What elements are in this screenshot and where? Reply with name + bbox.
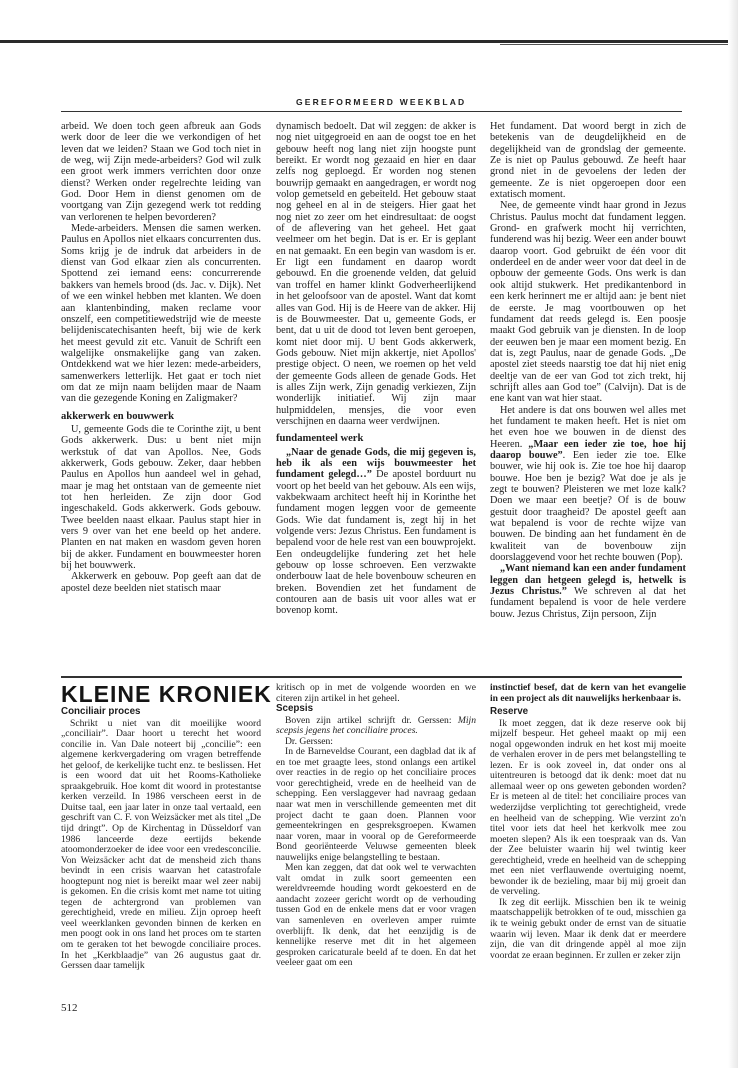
paragraph: Dr. Gerssen: <box>285 735 333 747</box>
paragraph-text: We schreven al dat het fundament bepalend is voor de hele verdere bouw. Jezus Christus, Zijn persoon, Zijn <box>490 586 686 620</box>
paragraph: dynamisch bedoelt. Dat wil zeggen: de akker is nog niet uitgegroeid en aan de oogst toe en het gebouw heeft nog lang niet zijn hoogste punt bereikt. Er wordt nog gezaaid en hier en daar zelfs nog geploegd. Er worden nog stenen bouwrijp gemaakt en aangedragen, er wordt nog volop gemetseld en gebeiteld. Het gebouw staat nog geheel en al in de steigers. Hier gaat het nog niet zo zeer om het eindresultaat: de oogst of de aflevering van het geheel. Het gaat veelmeer om het begin. Dat is er. Er is geplant en nat gemaakt. En een begin van wasdom is er. Er ligt een fundament en daarop wordt gebouwd. En die groenende velden, dat geluid van troffel en hamer klinkt Godverheerlijkend in het geloofsoor van de apostel. Want dat komt alles van God. Hij is de Heere van de akker. Hij is de Bouwmeester. Dat u, gemeente Gods, er bent, dat u uit de dood tot leven bent geroepen, komt niet door mij. U bent Gods akkerwerk, Gods gebouw. Niet mijn akkertje, niet Apollos' prestige object. O neen, we roemen op het veld der gemeente Gods alleen de genade Gods. Het is alles Zijn werk, Zijn genadig verkiezen, Zijn wonderlijk initiatief. Wij zijn maar hulpmiddelen, mensjes, die voor even verschijnen en daarna weer verdwijnen. <box>276 121 476 427</box>
paragraph <box>490 563 686 620</box>
article-column-3 <box>490 121 686 620</box>
section-heading: Reserve <box>490 706 529 718</box>
paragraph <box>490 405 686 564</box>
paragraph: Het fundament. Dat woord bergt in zich de betekenis van de deugdelijkheid en de degelijkheid van de grondslag der gemeente. Ze is niet op Paulus gebouwd. Ze heeft haar grond niet in de gevoelens der leden der gemeente. Ze is niet opgeroepen door een extatisch moment. <box>490 121 686 201</box>
paragraph <box>276 716 476 737</box>
section-heading: fundamenteel werk <box>276 433 364 445</box>
italic-title: Mijn scepsis jegens het conciliaire proces. <box>276 714 476 737</box>
paragraph: In de Barneveldse Courant, een dagblad dat ik af en toe met graagte lees, stond onlangs een artikel over reacties in de regio op het conciliaire proces voor gerechtigheid, vrede en de heelheid van de schepping. Een verslaggever had navraag gedaan naar wat men in verschillende gemeenten met dit project dacht te gaan doen. Plannen voor gemeentekringen en gespreksgroepen. Kwamen naar voren, maar in vooral op de Gereformeerde Bond georiënteerde Veluwse gemeenten bleek nauwelijks enige belangstelling te bestaan. <box>276 746 476 863</box>
kroniek-column-1 <box>61 707 261 972</box>
section-heading: Scepsis <box>276 703 314 715</box>
kroniek-top-rule <box>61 676 682 678</box>
paragraph: kritisch op in met de volgende woorden en we citeren zijn artikel in het geheel. <box>276 682 476 704</box>
paragraph: Akkerwerk en gebouw. Pop geeft aan dat de apostel deze beelden niet statisch maar <box>61 571 261 594</box>
paragraph-text: Boven zijn artikel schrijft dr. Gerssen: <box>285 714 458 726</box>
page-top-border-secondary <box>500 44 738 45</box>
kroniek-column-3 <box>490 683 686 961</box>
page-number: 512 <box>61 1002 78 1014</box>
paragraph: U, gemeente Gods die te Corinthe zijt, u bent Gods akkerwerk. Dus: u bent niet mijn werkstuk of dat van Apollos. Nee, Gods akkerwerk, Gods gebouw. Zeker, daar hebben Paulus en Apollos hun aandeel wel in gehad, maar je mag het ontstaan van de gemeente niet tot hen herleiden. Ze zijn door God ingeschakeld. Gods akkerwerk. Gods gebouw. Twee beelden naast elkaar. Paulus stapt hier in vers 9 over van het ene beeld op het andere. Planten en nat maken en wasdom geven horen bij de akker. Fundament en bouwmeester horen bij het bouwwerk. <box>61 423 261 572</box>
paragraph: instinctief besef, dat de kern van het evangelie in een project als dit nauwelijks herkenbaar is. <box>490 682 686 704</box>
section-heading: Conciliair proces <box>61 706 141 717</box>
article-column-1 <box>61 121 261 594</box>
paragraph: Ik zeg dit eerlijk. Misschien ben ik te weinig maatschappelijk betrokken of te oud, misschien ga ik te weinig gebukt onder de ernst van de situatie waarin wij leven. Maar ik denk dat er meerdere zijn, die van dit dringende appèl al moe zijn voordat ze eraan beginnen. Er zullen er zeker zijn <box>490 896 686 961</box>
masthead: GEREFORMEERD WEEKBLAD <box>296 97 467 107</box>
paragraph <box>276 447 476 617</box>
paragraph: Schrikt u niet van dit moeilijke woord „conciliair”. Daar hoort u terecht het woord concilie in. Van Dale noteert bij „concilie”: een algemene kerkvergadering om vragen betreffende het geloof, de kerkelijke tucht enz. te beslissen. Het is een woord dat uit het Rooms-Katholieke spraakgebruik. Hoe komt dit woord in protestantse kerken verzeild. In 1986 verscheen eerst in de Duitse taal, een jaar later in onze taal vertaald, een geschrift van C. F. von Weizsäcker met als titel „De tijd dringt”. Op de Kirchentag in Düsseldorf van 1986 lanceerde deze eertijds bekende atoomonderzoeker de idee voor een vredesconcilie. Von Weizsäcker acht dat de mensheid zich thans bevindt in een crisis waarvan het catastrofale hoogtepunt nog niet is bereikt maar wel zeer nabij is gekomen. En die crisis komt met name tot uiting tegen de achtergrond van problemen van gerechtigheid, vrede en milieu. Zijn oproep heeft veel weerklanken gevonden binnen de kerken en men poogt ook in ons land het proces om te starten om te geraken tot het bewogde conciliaire proces. In het „Kerkblaadje” van 26 augustus gaat dr. Gerssen daar tamelijk <box>61 717 261 972</box>
paragraph-text: Het andere is dat ons bouwen wel alles met het fundament te maken heeft. Het is niet om het even hoe we bouwen in de dienst des Heeren. <box>490 404 686 450</box>
paragraph: arbeid. We doen toch geen afbreuk aan Gods werk door de leer die we verkondigen of het leven dat we leiden? Staan we God toch niet in de weg, wij Zijn mede-arbeiders? God wil zulk een groot werk immers verrichten door onze dienst? Werken onder regelrechte leiding van God. Door Hem in dienst genomen om de voortgang van Zijn gezegend werk tot redding van verlorenen te helpen bevorderen? <box>61 121 261 223</box>
page-top-border <box>0 40 738 43</box>
bold-quote: „Maar een ieder zie toe, hoe hij daarop bouwe” <box>490 438 686 461</box>
bold-quote: „Want niemand kan een ander fundament leggen dan hetgeen gelegd is, hetwelk is Jezus Christus.” <box>490 563 686 598</box>
kroniek-title: KLEINE KRONIEK <box>61 681 272 707</box>
paragraph: Mede-arbeiders. Mensen die samen werken. Paulus en Apollos niet elkaars concurrenten dus. Soms krijg je de indruk dat arbeiders in de dienst van God elkaar zien als concurrenten. Spottend zei iemand eens: concurrerende bakkers van hemels brood (ds. Jac. v. Dijk). Net of we een winkel hebben met klanten. We doen aan klantenbinding, maken reclame voor onszelf, een competitiewedstrijd wie de meeste belijdeniscatechisanten heeft, bij wie de kerk het meest gevuld zit etc. Vanuit de Schrift een walgelijke onsmakelijke gang van zaken. Ontdekkend wat we hier lezen: mede-arbeiders, samenwerkers letterlijk. Het gaat er toch niet om dat ze mijn naam belijden maar de Naam van die gezegende Koning en Zaligmaker? <box>61 223 261 405</box>
paragraph-text: . Een ieder zie toe. Elke bouwer, wie hij ook is. Zie toe hoe hij daarop bouwe. Hoe ben je bezig? Wat doe je als je zegt te bouwen? Pleisteren we met loze kalk? Doen we maar een beetje? Of is de bouw gestuit door traagheid? De apostel geeft aan wat bepalend is voor de rechte wijze van bouwen. De binding aan het fundament èn de kwaliteit van de bovenbouw zijn doorslaggevend voor het rechte bouwen (Pop). <box>490 449 686 564</box>
article-column-2 <box>276 121 476 617</box>
section-heading: akkerwerk en bouwwerk <box>61 410 174 422</box>
scan-edge-shadow <box>728 0 738 1068</box>
kroniek-column-2 <box>276 683 476 969</box>
bold-quote: „Naar de genade Gods, die mij gegeven is, heb ik als een wijs bouwmeester het fundament gelegd…” <box>276 446 476 481</box>
paragraph: Ik moet zeggen, dat ik deze reserve ook bij mijzelf bespeur. Het geheel maakt op mij een nogal opgewonden indruk en het kost mij moeite de verhalen erover in de pers met belangstelling te lezen. Er is ook zoveel in, dat onder ons al uitentreuren is betoogd dat ik denk: moet dat nu allemaal weer op ons geweten gebonden worden? Er is meteen al de titel: het conciliaire proces van wederzijdse verplichting tot gerechtigheid, vrede en heelheid van de schepping. Wie verzint zo'n titel voor iets dat heel het kerkvolk mee zou moeten slepen? Als ik een toespraak van ds. Van der Zee beluister waarin hij wel twintig keer gerechtigheid, vrede en heelheid van de schepping met een niet verflauwende overtuiging noemt, bewonder ik de bezieling, maar bij mij groeit dan de verveling. <box>490 717 686 898</box>
paragraph: Men kan zeggen, dat dat ook wel te verwachten valt omdat in zulk soort gemeenten een wereldvreemde houding wordt gekoesterd en de aandacht zozeer gericht wordt op de verhouding tussen God en de enkele mens dat er voor vragen van samenleven en overleven amper ruimte overblijft. Ik denk, dat het eenzijdig is de kennelijke reserve met dit in het algemeen gesproken caricaturale beeld af te doen. En dat het veeleer gaat om een <box>276 862 476 969</box>
masthead-rule <box>61 111 682 112</box>
paragraph-text: De apostel borduurt nu voort op het beeld van het gebouw. Als een wijs, vakbekwaam architect heeft hij in Korinthe het fundament mogen leggen voor de gemeente Gods. Wie dat fundament is, zegt hij in het volgende vers: Jezus Christus. Een fundament is bepalend voor de hele rest van een bouwprojekt. Een ondeugdelijke fundering zet het hele gebouw op losse schroeven. Een verzwakte onderbouw laat de hele bovenbouw scheuren en breken. Bovendien zet het fundament de contouren aan de basis uit voor alles wat er bovenop komt. <box>276 469 476 617</box>
paragraph: Nee, de gemeente vindt haar grond in Jezus Christus. Paulus mocht dat fundament leggen. Grond- en grafwerk mocht hij verrichten, funderend was hij bezig. Weer een ander bouwt daarop voort. God gebruikt de één voor dit onderdeel en de ander weer voor dat deel in de opbouw der gemeente Gods. Ons werk is dan ook altijd stukwerk. Het predikantenbord in een kerk herinnert me er altijd aan: je bent niet de eerste. Je mag voortbouwen op het fundament dat reeds gelegd is. Een poosje maakt God gebruik van je diensten. In de loop der eeuwen ben je maar een moment bezig. En dat is, zegt Paulus, naar de genade Gods. „De apostel ziet steeds naarstig toe dat hij niet enig deeltje van de eer van God tot zich trekt, hij schrijft alles aan God toe” (Calvijn). Dat is de ene kant van wat hier staat. <box>490 200 686 405</box>
